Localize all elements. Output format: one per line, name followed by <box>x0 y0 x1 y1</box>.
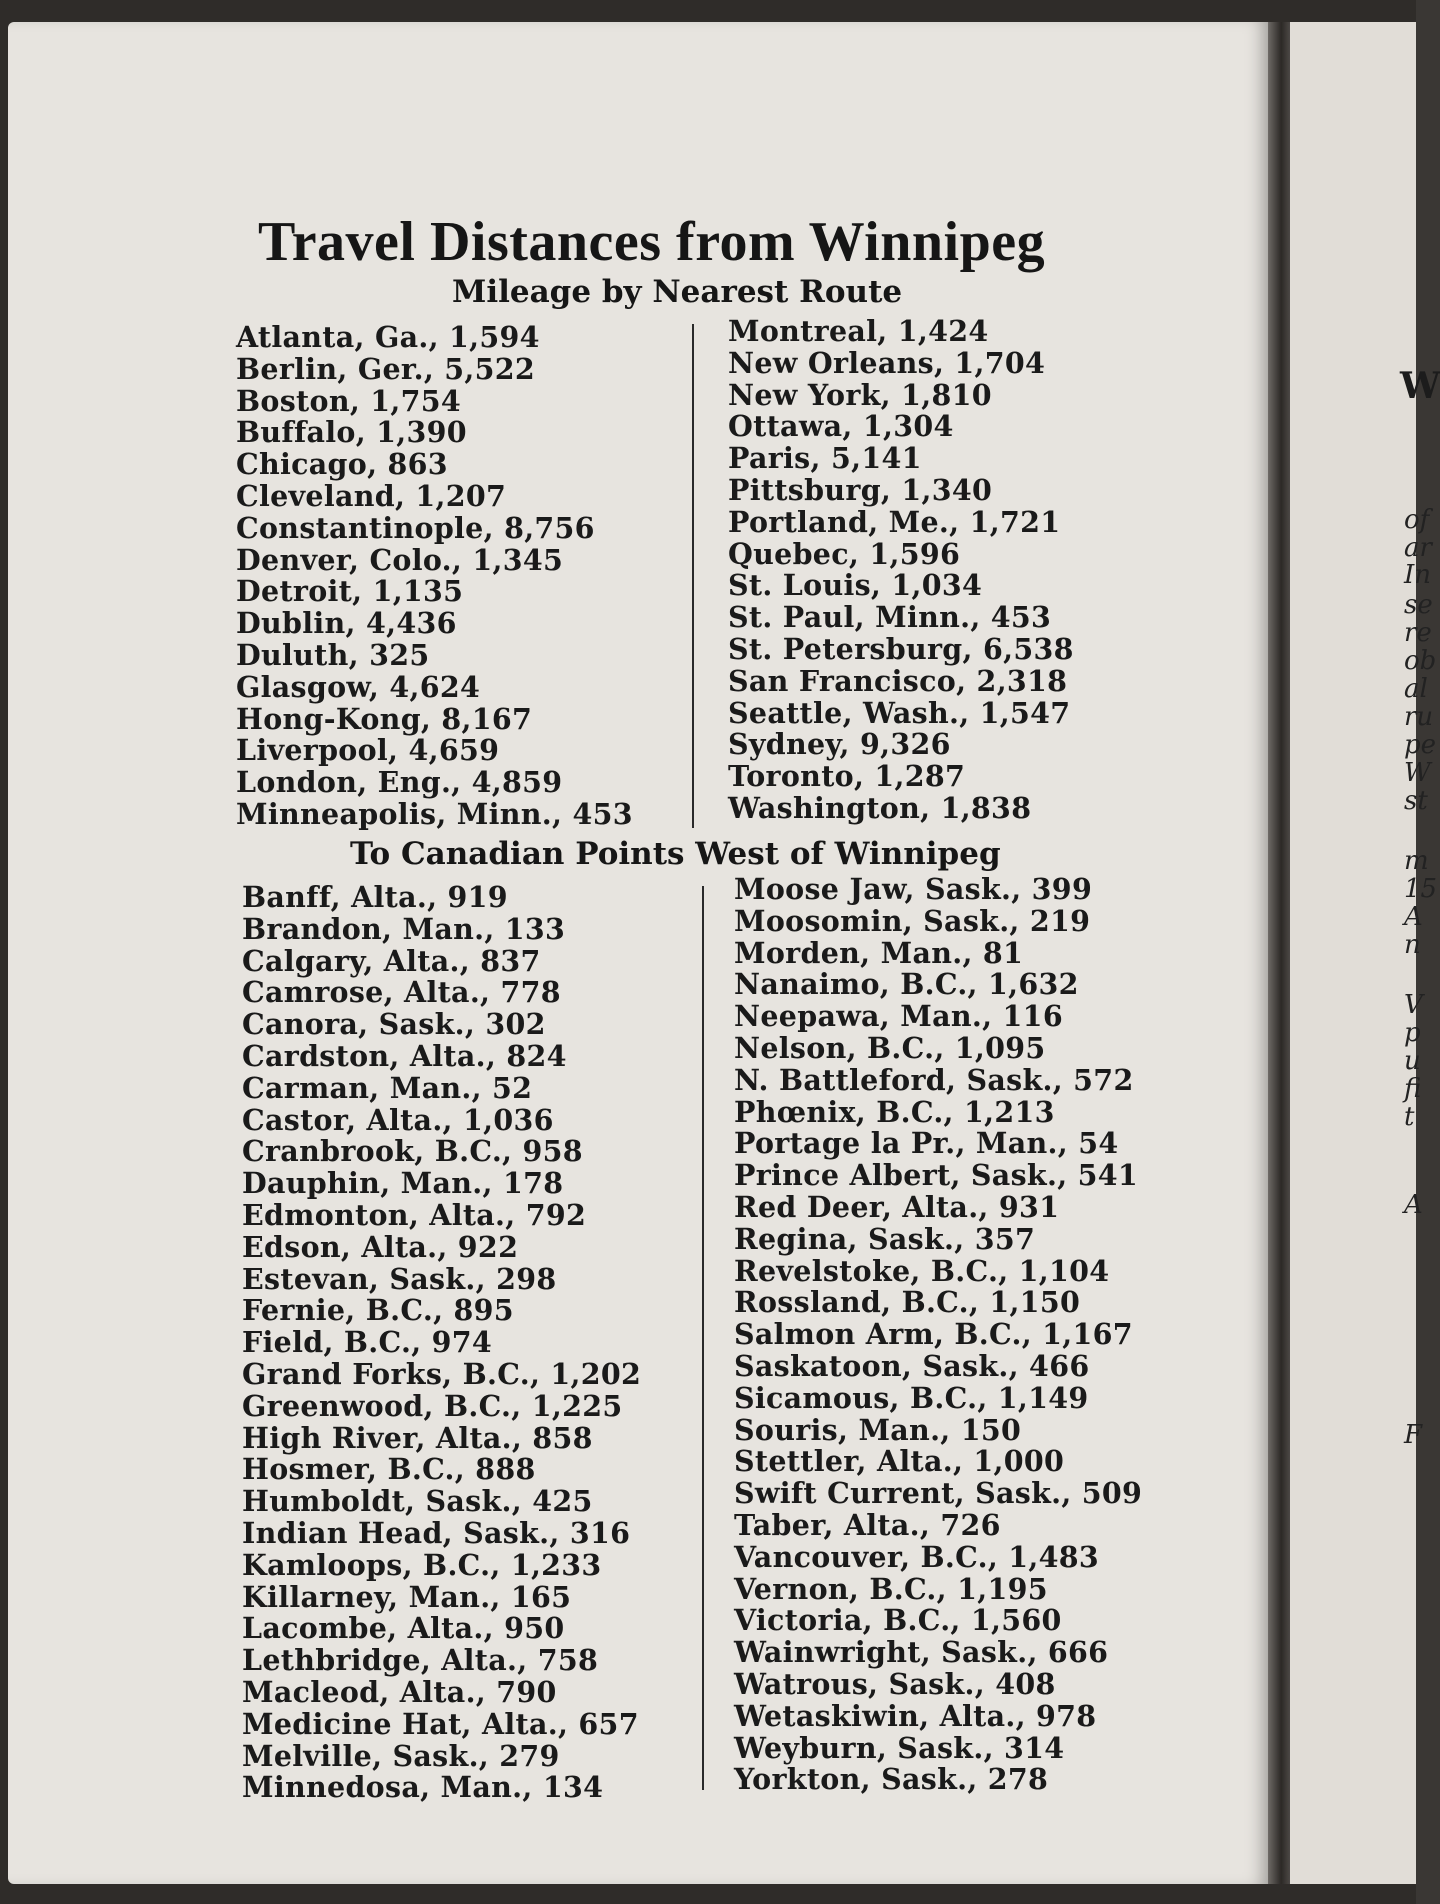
canada-distances-left-column <box>242 882 641 1804</box>
distance-entry: Paris, 5,141 <box>728 441 922 476</box>
distance-entry: San Francisco, 2,318 <box>728 663 1068 698</box>
distance-entry: New York, 1,810 <box>728 377 992 412</box>
facing-page-text-fragment: al <box>1404 674 1428 704</box>
distance-entry: Nanaimo, B.C., 1,632 <box>734 967 1079 1002</box>
facing-page-text-fragment: st <box>1404 786 1428 816</box>
facing-page-text-fragment: of <box>1404 505 1430 535</box>
distance-entry: Cranbrook, B.C., 958 <box>242 1134 583 1169</box>
facing-page-text-fragment: re <box>1404 618 1432 648</box>
distance-entry: Yorkton, Sask., 278 <box>734 1762 1049 1797</box>
distance-entry: Buffalo, 1,390 <box>236 415 467 450</box>
facing-page-text-fragment: u <box>1404 1046 1421 1076</box>
distance-entry: Carman, Man., 52 <box>242 1070 533 1105</box>
world-distances-left-column <box>236 322 633 831</box>
book-gutter <box>1268 22 1290 1884</box>
distance-entry: Killarney, Man., 165 <box>242 1579 572 1614</box>
distance-entry: Edmonton, Alta., 792 <box>242 1197 587 1232</box>
distance-entry: Field, B.C., 974 <box>242 1325 493 1360</box>
distance-entry: Toronto, 1,287 <box>728 759 966 794</box>
facing-page-text-fragment: V <box>1404 990 1423 1020</box>
distance-entry: Atlanta, Ga., 1,594 <box>236 320 540 354</box>
distance-entry: Portage la Pr., Man., 54 <box>734 1126 1119 1161</box>
column-divider <box>692 324 694 828</box>
distance-entry: Kamloops, B.C., 1,233 <box>242 1547 602 1582</box>
distance-entry: Phœnix, B.C., 1,213 <box>734 1094 1055 1129</box>
facing-page-text-fragment: 15 <box>1404 874 1438 904</box>
distance-entry: Moosomin, Sask., 219 <box>734 903 1091 938</box>
distance-entry: High River, Alta., 858 <box>242 1420 593 1455</box>
distance-entry: Montreal, 1,424 <box>728 314 989 348</box>
distance-entry: Seattle, Wash., 1,547 <box>728 695 1071 730</box>
distance-entry: Regina, Sask., 357 <box>734 1221 1036 1256</box>
distance-entry: Neepawa, Man., 116 <box>734 999 1063 1034</box>
distance-entry: Cardston, Alta., 824 <box>242 1038 567 1073</box>
distance-entry: St. Louis, 1,034 <box>728 568 983 603</box>
distance-entry: Souris, Man., 150 <box>734 1412 1022 1447</box>
right-page <box>1290 22 1416 1884</box>
distance-entry: Washington, 1,838 <box>728 790 1032 825</box>
distance-entry: Canora, Sask., 302 <box>242 1007 546 1042</box>
distance-entry: Pittsburg, 1,340 <box>728 472 993 507</box>
distance-entry: Liverpool, 4,659 <box>236 733 500 768</box>
column-divider <box>702 886 704 1790</box>
distance-entry: N. Battleford, Sask., 572 <box>734 1062 1134 1097</box>
distance-entry: Banff, Alta., 919 <box>242 880 508 914</box>
distance-entry: Salmon Arm, B.C., 1,167 <box>734 1317 1133 1352</box>
distance-entry: Victoria, B.C., 1,560 <box>734 1603 1062 1638</box>
distance-entry: Boston, 1,754 <box>236 383 462 418</box>
world-distances-right-column <box>728 316 1074 825</box>
distance-entry: Edson, Alta., 922 <box>242 1229 519 1264</box>
distance-entry: Lethbridge, Alta., 758 <box>242 1643 599 1678</box>
distance-entry: Nelson, B.C., 1,095 <box>734 1030 1046 1065</box>
distance-entry: Minnedosa, Man., 134 <box>242 1770 604 1805</box>
distance-entry: Red Deer, Alta., 931 <box>734 1189 1060 1224</box>
distance-entry: Vancouver, B.C., 1,483 <box>734 1539 1100 1574</box>
distance-entry: London, Eng., 4,859 <box>236 765 563 800</box>
distance-entry: Rossland, B.C., 1,150 <box>734 1285 1081 1320</box>
distance-entry: Berlin, Ger., 5,522 <box>236 351 536 386</box>
distance-entry: Sicamous, B.C., 1,149 <box>734 1380 1089 1415</box>
canada-distances-right-column <box>734 874 1142 1796</box>
distance-entry: Grand Forks, B.C., 1,202 <box>242 1356 642 1391</box>
distance-entry: Castor, Alta., 1,036 <box>242 1102 554 1137</box>
facing-page-text-fragment: A <box>1404 1190 1423 1220</box>
facing-page-text-fragment: In <box>1404 560 1432 590</box>
distance-entry: Humboldt, Sask., 425 <box>242 1484 593 1519</box>
facing-page-heading-fragment: W <box>1400 365 1440 407</box>
distance-entry: Hosmer, B.C., 888 <box>242 1452 536 1487</box>
distance-entry: Moose Jaw, Sask., 399 <box>734 872 1093 906</box>
section-heading-canadian-points: To Canadian Points West of Winnipeg <box>350 836 1001 872</box>
distance-entry: Indian Head, Sask., 316 <box>242 1515 631 1550</box>
distance-entry: Saskatoon, Sask., 466 <box>734 1348 1090 1383</box>
distance-entry: St. Petersburg, 6,538 <box>728 631 1074 666</box>
distance-entry: Constantinople, 8,756 <box>236 510 595 545</box>
distance-entry: Prince Albert, Sask., 541 <box>734 1158 1139 1193</box>
facing-page-text-fragment: pe <box>1404 730 1437 760</box>
distance-entry: Quebec, 1,596 <box>728 536 961 571</box>
facing-page-text-fragment: se <box>1404 590 1433 620</box>
distance-entry: Denver, Colo., 1,345 <box>236 542 564 577</box>
distance-entry: Greenwood, B.C., 1,225 <box>242 1388 623 1423</box>
distance-entry: Estevan, Sask., 298 <box>242 1261 557 1296</box>
distance-entry: Fernie, B.C., 895 <box>242 1293 514 1328</box>
distance-entry: Lacombe, Alta., 950 <box>242 1611 565 1646</box>
facing-page-text-fragment: ru <box>1404 702 1434 732</box>
distance-entry: St. Paul, Minn., 453 <box>728 600 1052 635</box>
distance-entry: Calgary, Alta., 837 <box>242 943 541 978</box>
distance-entry: Revelstoke, B.C., 1,104 <box>734 1253 1110 1288</box>
distance-entry: Cleveland, 1,207 <box>236 478 507 513</box>
page-title: Travel Distances from Winnipeg <box>258 211 1046 273</box>
facing-page-text-fragment: ar <box>1404 533 1432 563</box>
distance-entry: Chicago, 863 <box>236 447 448 482</box>
page-subtitle: Mileage by Nearest Route <box>452 274 903 310</box>
distance-entry: Duluth, 325 <box>236 637 430 672</box>
distance-entry: Stettler, Alta., 1,000 <box>734 1444 1065 1479</box>
distance-entry: Dublin, 4,436 <box>236 606 457 641</box>
facing-page-text-fragment: n <box>1404 930 1421 960</box>
facing-page-text-fragment: W <box>1404 758 1431 788</box>
facing-page-text-fragment: p <box>1404 1018 1421 1048</box>
distance-entry: Camrose, Alta., 778 <box>242 975 561 1010</box>
distance-entry: Swift Current, Sask., 509 <box>734 1476 1143 1511</box>
distance-entry: Detroit, 1,135 <box>236 574 464 609</box>
distance-entry: Wetaskiwin, Alta., 978 <box>734 1698 1097 1733</box>
distance-entry: Sydney, 9,326 <box>728 727 951 762</box>
distance-entry: Medicine Hat, Alta., 657 <box>242 1706 639 1741</box>
distance-entry: Vernon, B.C., 1,195 <box>734 1571 1048 1606</box>
distance-entry: Morden, Man., 81 <box>734 935 1024 970</box>
distance-entry: Hong-Kong, 8,167 <box>236 701 533 736</box>
facing-page-text-fragment: t <box>1404 1102 1415 1132</box>
distance-entry: Watrous, Sask., 408 <box>734 1666 1056 1701</box>
facing-page-text-fragment: ob <box>1404 646 1437 676</box>
distance-entry: Glasgow, 4,624 <box>236 669 481 704</box>
distance-entry: Melville, Sask., 279 <box>242 1738 560 1773</box>
distance-entry: Ottawa, 1,304 <box>728 409 954 444</box>
distance-entry: Dauphin, Man., 178 <box>242 1166 564 1201</box>
distance-entry: Minneapolis, Minn., 453 <box>236 796 633 831</box>
distance-entry: New Orleans, 1,704 <box>728 345 1046 380</box>
distance-entry: Wainwright, Sask., 666 <box>734 1635 1109 1670</box>
facing-page-text-fragment: m <box>1404 846 1429 876</box>
distance-entry: Macleod, Alta., 790 <box>242 1674 557 1709</box>
facing-page-text-fragment: F <box>1404 1420 1423 1450</box>
distance-entry: Weyburn, Sask., 314 <box>734 1730 1065 1765</box>
distance-entry: Portland, Me., 1,721 <box>728 504 1061 539</box>
facing-page-text-fragment: fi <box>1404 1074 1422 1104</box>
distance-entry: Taber, Alta., 726 <box>734 1507 1001 1542</box>
facing-page-text-fragment: A <box>1404 902 1423 932</box>
distance-entry: Brandon, Man., 133 <box>242 911 566 946</box>
